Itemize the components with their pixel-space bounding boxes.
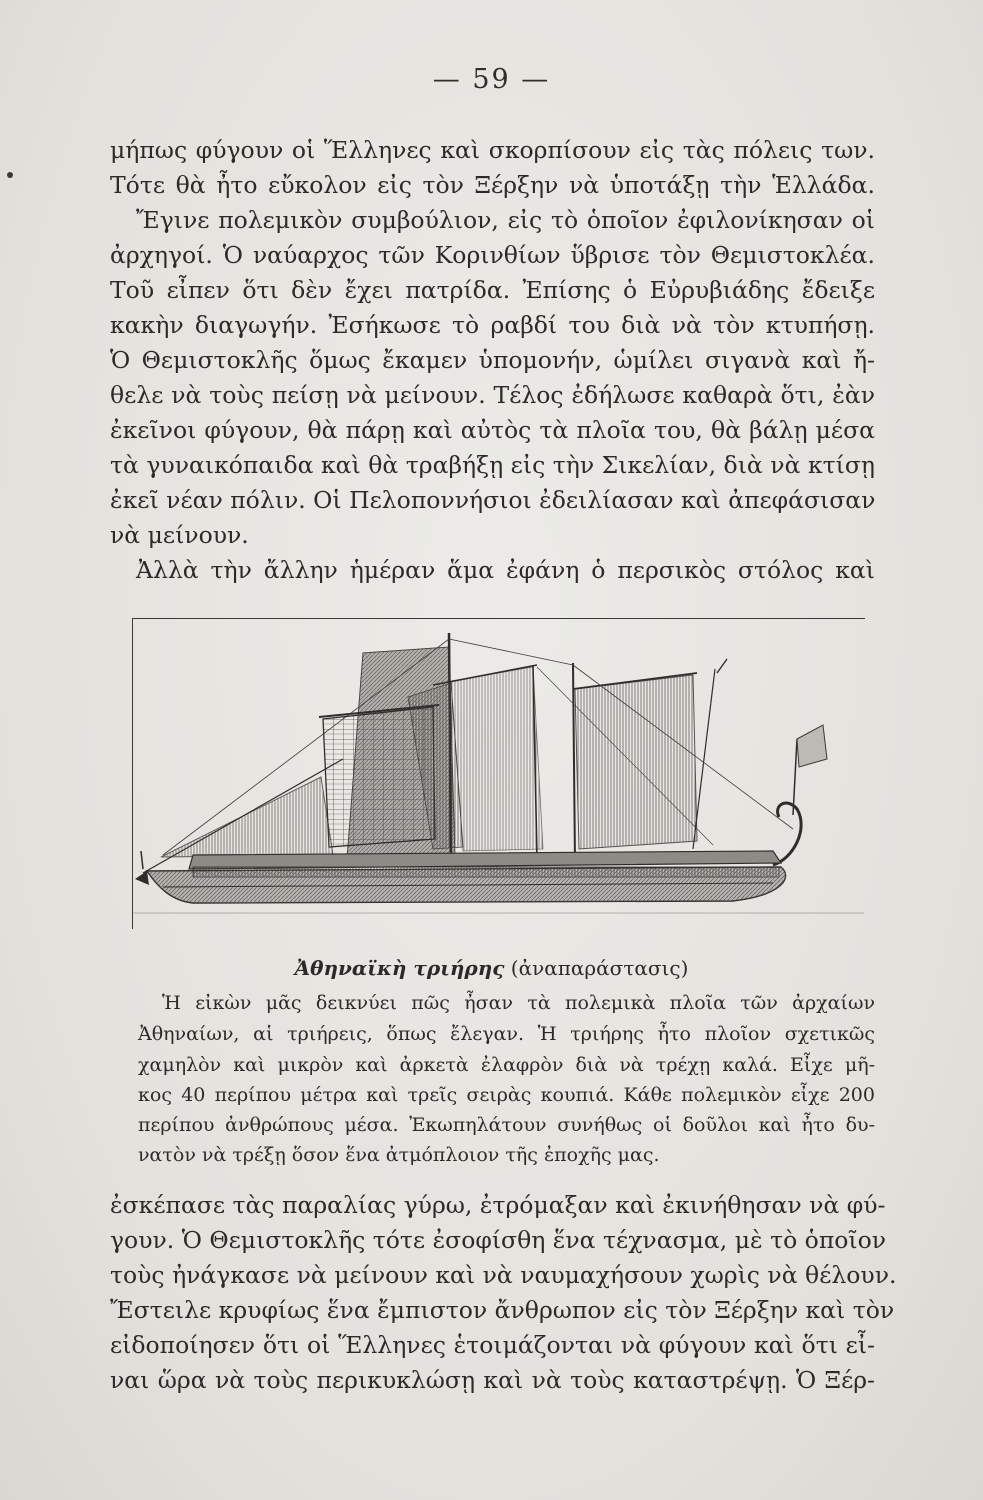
text-line: ναι ὥρα νὰ τοὺς περικυκλώσῃ καὶ νὰ τοὺς καταστρέψῃ. Ὁ Ξέρ- xyxy=(110,1366,875,1394)
caption-line: κος 40 περίπου μέτρα καὶ τρεῖς σειρὰς κουπιά. Κάθε πολεμικὸν εἶχε 200 xyxy=(138,1084,875,1106)
text-line: Τότε θὰ ἦτο εὔκολον εἰς τὸν Ξέρξην νὰ ὑποτάξῃ τὴν Ἑλλάδα. xyxy=(110,171,875,199)
text-line: τοὺς ἠνάγκασε νὰ μείνουν καὶ νὰ ναυμαχήσουν χωρὶς νὰ θέλουν. xyxy=(110,1261,897,1289)
bow-ram xyxy=(135,871,149,885)
text-line: Τοῦ εἶπεν ὅτι δὲν ἔχει πατρίδα. Ἐπίσης ὁ Εὐρυβιάδης ἔδειξε xyxy=(110,276,875,304)
text-line: Ἀλλὰ τὴν ἄλλην ἡμέραν ἅμα ἐφάνη ὁ περσικὸς στόλος καὶ xyxy=(136,556,875,584)
text-line: τὰ γυναικόπαιδα καὶ θὰ τραβήξῃ εἰς τὴν Σικελίαν, διὰ νὰ κτίσῃ xyxy=(110,451,875,479)
text-line: ἐσκέπασε τὰς παραλίας γύρω, ἐτρόμαξαν καὶ ἐκινήθησαν νὰ φύ- xyxy=(110,1191,886,1219)
text-line: ἐκεῖνοι φύγουν, θὰ πάρῃ καὶ αὐτὸς τὰ πλοῖα του, θὰ βάλῃ μέσα xyxy=(110,416,875,444)
caption-line: νατὸν νὰ τρέξῃ ὅσον ἕνα ἀτμόπλοιον τῆς ἐποχῆς μας. xyxy=(138,1144,660,1166)
text-line: Ἔστειλε κρυφίως ἕνα ἔμπιστον ἄνθρωπον εἰς τὸν Ξέρξην καὶ τὸν xyxy=(110,1296,895,1324)
text-line: θελε νὰ τοὺς πείσῃ νὰ μείνουν. Τέλος ἐδήλωσε καθαρὰ ὅτι, ἐὰν xyxy=(110,381,875,409)
text-line: Ὁ Θεμιστοκλῆς ὅμως ἔκαμεν ὑπομονήν, ὡμίλει σιγανὰ καὶ ἤ- xyxy=(110,346,875,374)
figure-title xyxy=(0,955,983,981)
caption-line: περίπου ἀνθρώπους μέσα. Ἐκωπηλάτουν συνήθως οἱ δοῦλοι καὶ ἦτο δυ- xyxy=(138,1114,875,1136)
figure-title-note: (ἀναπαράστασις) xyxy=(510,956,689,980)
text-line: κακὴν διαγωγήν. Ἐσήκωσε τὸ ραβδί του διὰ νὰ τὸν κτυπήσῃ. xyxy=(110,311,875,339)
text-line: εἰδοποίησεν ὅτι οἱ Ἕλληνες ἑτοιμάζονται νὰ φύγουν καὶ ὅτι εἶ- xyxy=(110,1331,875,1359)
stern-flag xyxy=(797,725,827,767)
text-line: νὰ μείνουν. xyxy=(110,521,249,549)
page-number: — 59 — xyxy=(432,64,551,95)
aft-sail xyxy=(575,675,697,849)
trireme-drawing xyxy=(133,619,864,928)
bow-sail xyxy=(161,777,333,857)
caption-line: Ἀθηναίων, αἱ τριήρεις, ὅπως ἔλεγαν. Ἡ τριήρης ἦτο πλοῖον σχετικῶς xyxy=(138,1023,875,1045)
text-line: Ἔγινε πολεμικὸν συμβούλιον, εἰς τὸ ὁποῖον ἐφιλονίκησαν οἱ xyxy=(136,206,875,234)
text-line: μήπως φύγουν οἱ Ἕλληνες καὶ σκορπίσουν εἰς τὰς πόλεις των. xyxy=(110,136,875,164)
caption-line: Ἡ εἰκὼν μᾶς δεικνύει πῶς ἦσαν τὰ πολεμικὰ πλοῖα τῶν ἀρχαίων xyxy=(162,992,875,1014)
margin-mark xyxy=(7,172,13,178)
text-line: ἐκεῖ νέαν πόλιν. Οἱ Πελοποννήσιοι ἐδειλίασαν καὶ ἀπεφάσισαν xyxy=(110,486,876,514)
caption-line: χαμηλὸν καὶ μικρὸν καὶ ἀρκετὰ ἐλαφρὸν διὰ νὰ τρέχῃ καλά. Εἶχε μῆ- xyxy=(138,1054,875,1076)
text-line: ἀρχηγοί. Ὁ ναύαρχος τῶν Κορινθίων ὕβρισε τὸν Θεμιστοκλέα. xyxy=(110,241,875,269)
trireme-illustration xyxy=(132,618,865,929)
text-line: γουν. Ὁ Θεμιστοκλῆς τότε ἐσοφίσθη ἕνα τέχνασμα, μὲ τὸ ὁποῖον xyxy=(110,1226,887,1254)
figure-title-main: Ἀθηναϊκὴ τριήρης xyxy=(294,956,505,980)
